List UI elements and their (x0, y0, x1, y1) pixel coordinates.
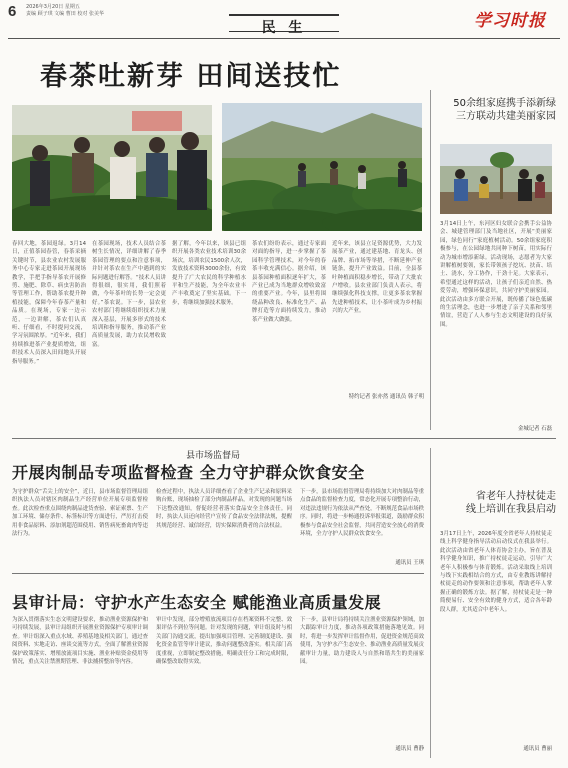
lead-column-4: 茶农们纷纷表示，通过专家面对面的指导，进一步掌握了茶园科学管理技术，对今年的春茶丰收充满信心。据介绍，该县茶园种植面积逐年扩大，茶产业已成为当地群众增收致富的重要产业。今年，县里将围绕品种改良、标准化生产、品牌打造等方面持续发力，推动茶产业做大做强。 (252, 241, 326, 323)
lead-column-3: 据了解，今年以来，该县已组织开展各类农业技术培训30余场次，培训农民1500余人次，发放技术资料3000余份，有效提升了广大农民的科学种植水平和生产技能，为全年农业丰产丰收奠定了坚实基础。下一步，将继续加强技术服务。 (172, 241, 246, 306)
sidebar-second-title (466, 490, 556, 516)
page-number: 6 (8, 3, 17, 20)
editors-text: 责编 顾子琪 文编 曹田 校对 张美华 (26, 11, 104, 17)
section-header (229, 14, 339, 36)
mid-kicker: 县市场监督局 (186, 451, 241, 461)
sidebar-second-body: 3月17日上午，2026年度全省老年人持杖徒走线上科学健身指导活动启动仪式在我县举行。此次活动由省老年人体育协会主办，旨在普及科学健身知识，推广持杖徒走运动，引导广大老年人积极参与体育锻炼。活动采取线上培训与线下实践相结合的方式，由专业教练讲解持杖徒走的动作要领和注意事项，帮助老年人掌握正确的锻炼方法。据了解，持杖徒走是一种简便易行、安全有效的健身方式，适合各年龄段人群，尤其适合中老年人。 (440, 531, 552, 613)
lead-column-5: 近年来，该县立足资源优势，大力发展茶产业，通过建基地、育龙头、创品牌、拓市场等举措，不断延伸产业链条，提升产业效益。目前，全县茶叶种植面积稳步增长，带动了大批农户增收。县农业部门负责人表示，将继续强化科技支撑，让更多茶农掌握先进种植技术，让小茶叶成为乡村振兴的大产业。 (332, 241, 422, 315)
date-text: 2026年3月20日 星期五 (26, 4, 80, 10)
tea-garden-photo-left (12, 105, 212, 231)
tree-planting-photo (440, 144, 552, 214)
sidebar-divider-2 (430, 448, 431, 758)
tea-garden-photo-right (222, 103, 422, 231)
masthead-divider (8, 38, 560, 39)
sidebar-title-line-2: 三方联动共建美丽家园 (456, 111, 556, 122)
date-line (26, 4, 104, 18)
sidebar-second-title-line-2: 线上培训在我县启动 (466, 504, 556, 515)
mid-byline: 通讯员 王琪 (395, 560, 424, 566)
newspaper-logo: 学习时报 (474, 11, 546, 31)
mid-column-1: 为守护群众“舌尖上的安全”，近日，县市场监督管理局组织执法人员对辖区肉制品生产经营单位开展专项监督检查。此次检查重点围绕肉制品进货查验、索证索票、生产加工环境、储存条件、标签标识等方面进行，严厉打击使用非食品原料、添加剂超范围使用、销售病死畜禽肉等违法行为。 (12, 489, 148, 538)
sidebar-byline: 金城记者 石磊 (517, 426, 552, 432)
lead-column-2: 在茶园现场，技术人员结合茶树生长情况，详细讲解了春季茶园管理的要点和注意事项，并针对茶农在生产中遇到的实际问题进行解答。“技术人员讲得很细，很实用，我们照着做，今年茶叶的长势一定会更好。”茶农说。下一步，县农业农村部门将继续组织技术力量深入基层，开展多形式的技术培训和指导服务，推动茶产业高质量发展，助力农民增收致富。 (92, 241, 166, 348)
masthead (0, 0, 568, 40)
bottom-byline: 通讯员 曹静 (395, 746, 424, 752)
sidebar-title-line-1: 50余组家庭携手添新绿 (453, 98, 556, 109)
sidebar-body: 3月14日上午，东河区妇女联合会携手公益协会、城建管理部门及当地社区，开展“美丽家园，绿色同行”家庭植树活动。50余组家庭积极参与，在公园绿地共同种下树苗，用实际行动为城市增添新绿。活动现场，志愿者为大家讲解植树要领，家长带领孩子挖坑、扶苗、培土、浇水，分工协作，干劲十足。大家表示，希望通过这样的活动，让孩子们亲近自然、热爱劳动，增强环保意识，共同守护美丽家园。此次活动由多方联合开展，既传播了绿色低碳的生活理念，也进一步增进了亲子关系和邻里情谊，营造了人人参与生态文明建设的良好氛围。 (440, 221, 552, 328)
mid-column-3: 下一步，县市场监督管理局将持续加大对肉制品等重点食品的监督检查力度，常态化开展专项整治行动，对违法违规行为依法从严查处，不断规范食品市场秩序。同时，将进一步畅通投诉举报渠道，鼓励群众积极参与食品安全社会监督，共同营造安全放心的消费环境，全力守护人民群众饮食安全。 (300, 489, 424, 538)
bottom-column-2: 审计中发现，部分增殖放流项目存在档案资料不完整、效果评估不到位等问题。针对发现的问题，审计组及时与相关部门沟通交流，提出加强项目管理、完善制度建设、强化资金监管等审计建议，推动问题整改落实。相关部门高度重视，立即制定整改措施，明确责任分工和完成时限，确保整改取得实效。 (156, 617, 292, 666)
section-divider-1 (12, 438, 556, 439)
lead-headline: 春茶吐新芽 田间送技忙 (40, 61, 342, 92)
lead-byline: 特约记者 张亦然 通讯员 韩子明 (348, 394, 424, 400)
sidebar-second-title-line-1: 省老年人持杖徒走 (476, 491, 556, 502)
mid-column-2: 检查过程中，执法人员详细查看了企业生产记录和原料采购台账，现场抽检了部分肉制品样品，对发现的问题当场下达整改通知，督促经营者落实食品安全主体责任。同时，执法人员还向经营户宣传了食品安全法律法规，提醒其规范经营、诚信经营，切实保障消费者的合法权益。 (156, 489, 292, 529)
bottom-column-3: 下一步，县审计局将持续关注渔业资源保护领域，加大跟踪审计力度，推动各项政策措施落地见效。同时，将进一步发挥审计监督作用，促进资金规范高效使用，为守护水产生态安全、推动渔业高质量发展贡献审计力量，助力建设人与自然和谐共生的美丽家园。 (300, 617, 424, 666)
sidebar-second-byline: 通讯员 曹丽 (523, 746, 552, 752)
bottom-column-1: 为深入贯彻落实生态文明建设要求，推动渔业资源保护和可持续发展，县审计局组织开展渔业资源保护专项审计调查。审计组深入重点水域、养殖基地及相关部门，通过查阅资料、实地走访、座谈交流等方式，全面了解渔业资源保护政策落实、增殖放流项目实施、渔业补贴资金使用等情况，重点关注禁渔期管理、非法捕捞整治等内容。 (12, 617, 148, 666)
lead-column-1: 春回大地，茶园返绿。3月14日，正值茶园春管，春茶采摘关键时节，县农业农村发展服务中心专家走进茶园开展现场教学，手把手指导茶农开展修剪、施肥、除草、病虫害防治等管理工作，帮助茶农提升种植技能，保障今年春茶产量和品质。在现场，专家一边示范，一边讲解，茶农们认真听、仔细看，不时提问交流，学习氛围浓厚。“近年来，我们持续推进茶产业提质增效，组织技术人员深入田间地头开展指导服务。” (12, 241, 86, 365)
bottom-headline: 县审计局：守护水产生态安全 赋能渔业高质量发展 (12, 593, 382, 612)
section-title: 民 生 (261, 20, 307, 36)
sidebar-divider (430, 90, 431, 430)
section-divider-2 (12, 573, 424, 574)
sidebar-title (453, 97, 556, 123)
mid-headline: 开展肉制品专项监督检查 全力守护群众饮食安全 (12, 463, 365, 482)
